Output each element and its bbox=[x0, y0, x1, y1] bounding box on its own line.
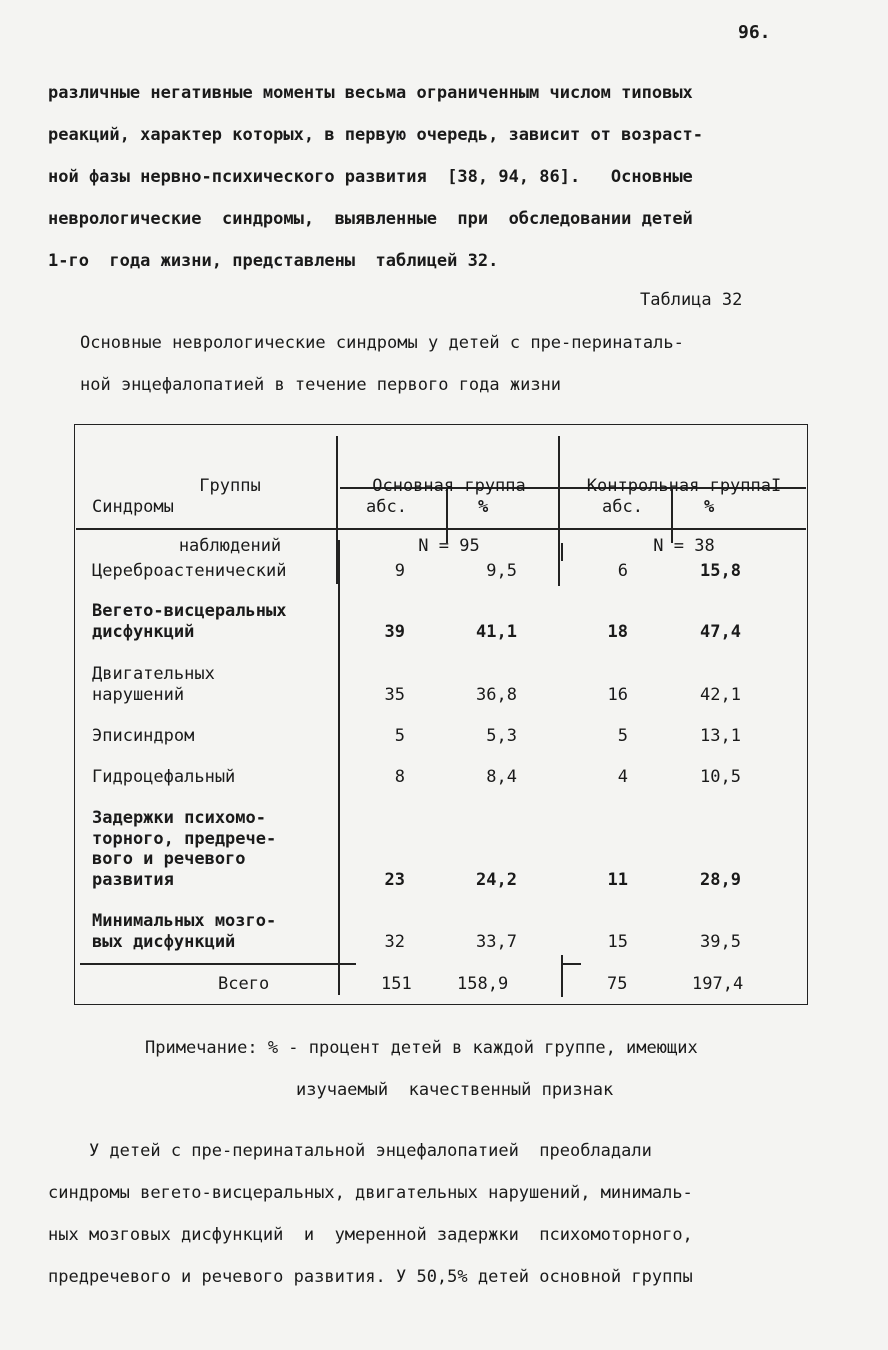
main-pct-cell: 24,2 bbox=[476, 869, 517, 890]
header-main-line1: Основная группа bbox=[372, 476, 526, 496]
intro-line: ной фазы нервно-психического развития [38, 94, 86]. Основные bbox=[48, 167, 693, 187]
intro-line: различные негативные моменты весьма ограниченным числом типовых bbox=[48, 83, 693, 103]
intro-line: реакций, характер которых, в первую очередь, зависит от возраст- bbox=[48, 125, 704, 145]
syndrome-name: Цереброастенический bbox=[92, 561, 287, 581]
main-pct-cell: 5,3 bbox=[486, 726, 517, 746]
ctrl-pct-cell: 39,5 bbox=[700, 931, 741, 952]
table-note-line2: изучаемый качественный признак bbox=[296, 1080, 614, 1100]
table-note-line1: Примечание: % - процент детей в каждой группе, имеющих bbox=[145, 1038, 698, 1058]
main-abs-cell: 35 bbox=[384, 684, 405, 705]
ctrl-abs-cell: 18 bbox=[607, 621, 628, 642]
header-groups-line1: Группы bbox=[199, 476, 261, 496]
table-rule bbox=[80, 963, 356, 965]
ctrl-pct-cell: 10,5 bbox=[700, 767, 741, 787]
ctrl-abs-cell: 15 bbox=[607, 931, 628, 952]
total-ctrl-pct: 197,4 bbox=[692, 974, 744, 994]
main-pct-cell: 36,8 bbox=[476, 684, 517, 705]
intro-line: неврологические синдромы, выявленные при обследовании детей bbox=[48, 209, 693, 229]
header-main-pct: % bbox=[478, 497, 489, 517]
syndrome-name: вого и речевого bbox=[92, 849, 246, 869]
table-rule bbox=[338, 540, 340, 995]
syndrome-name: Эписиндром bbox=[92, 726, 195, 746]
main-abs-cell: 9 bbox=[394, 561, 405, 581]
main-abs-cell: 5 bbox=[394, 726, 405, 746]
main-pct-cell: 41,1 bbox=[476, 621, 517, 642]
header-ctrl-pct: % bbox=[704, 497, 715, 517]
ctrl-pct-cell: 47,4 bbox=[700, 621, 741, 642]
main-abs-cell: 39 bbox=[384, 621, 405, 642]
syndrome-name: Вегето-висцеральных bbox=[92, 601, 287, 621]
header-main-line2: N = 95 bbox=[418, 536, 480, 556]
syndrome-name: дисфункций bbox=[92, 621, 195, 642]
syndrome-name: Задержки психомо- bbox=[92, 808, 266, 828]
table-rule bbox=[561, 955, 563, 997]
total-ctrl-abs: 75 bbox=[607, 974, 628, 994]
closing-paragraph bbox=[48, 1130, 838, 1298]
ctrl-pct-cell: 42,1 bbox=[700, 684, 741, 705]
total-main-pct: 158,9 bbox=[457, 974, 509, 994]
ctrl-abs-cell: 11 bbox=[607, 869, 628, 890]
ctrl-abs-cell: 6 bbox=[617, 561, 628, 581]
table-rule bbox=[558, 436, 560, 586]
ctrl-abs-cell: 16 bbox=[607, 684, 628, 705]
main-abs-cell: 8 bbox=[394, 767, 405, 787]
table-caption-line: ной энцефалопатией в течение первого года жизни bbox=[80, 375, 562, 395]
closing-line: предречевого и речевого развития. У 50,5% детей основной группы bbox=[48, 1267, 693, 1287]
syndrome-name: Двигательных bbox=[92, 664, 215, 684]
header-ctrl-abs: абс. bbox=[602, 497, 643, 517]
ctrl-abs-cell: 4 bbox=[617, 767, 628, 787]
main-pct-cell: 8,4 bbox=[486, 767, 517, 787]
header-control-line2: N = 38 bbox=[653, 536, 715, 556]
header-groups-line2: наблюдений bbox=[178, 536, 282, 556]
total-label: Всего bbox=[218, 974, 270, 994]
header-control-line1: Контрольная группаI bbox=[586, 476, 782, 496]
table-label: Таблица 32 bbox=[640, 290, 743, 310]
ctrl-abs-cell: 5 bbox=[617, 726, 628, 746]
header-syndromes: Синдромы bbox=[92, 497, 174, 517]
main-abs-cell: 32 bbox=[384, 931, 405, 952]
closing-line: ных мозговых дисфункций и умеренной задержки психомоторного, bbox=[48, 1225, 693, 1245]
main-pct-cell: 9,5 bbox=[486, 561, 517, 581]
ctrl-pct-cell: 15,8 bbox=[700, 561, 741, 581]
syndrome-name: торного, предрече- bbox=[92, 828, 277, 849]
main-pct-cell: 33,7 bbox=[476, 931, 517, 952]
ctrl-pct-cell: 13,1 bbox=[700, 726, 741, 746]
closing-line: У детей с пре-перинатальной энцефалопатией преобладали bbox=[48, 1141, 652, 1161]
syndrome-name: вых дисфункций bbox=[92, 931, 236, 952]
main-abs-cell: 23 bbox=[384, 869, 405, 890]
table-caption bbox=[80, 322, 684, 406]
table-caption-line: Основные неврологические синдромы у детей с пре-перинаталь- bbox=[80, 333, 684, 353]
closing-line: синдромы вегето-висцеральных, двигательных нарушений, минималь- bbox=[48, 1183, 693, 1203]
total-main-abs: 151 bbox=[381, 974, 412, 994]
syndrome-name: Гидроцефальный bbox=[92, 767, 236, 787]
header-main-abs: абс. bbox=[366, 497, 407, 517]
syndrome-name: нарушений bbox=[92, 684, 185, 705]
intro-paragraph bbox=[48, 72, 838, 282]
page-number: 96. bbox=[738, 22, 771, 43]
table-rule bbox=[561, 963, 581, 965]
ctrl-pct-cell: 28,9 bbox=[700, 869, 741, 890]
syndrome-name: развития bbox=[92, 869, 174, 890]
intro-line: 1-го года жизни, представлены таблицей 32. bbox=[48, 251, 499, 271]
syndrome-name: Минимальных мозго- bbox=[92, 911, 277, 931]
